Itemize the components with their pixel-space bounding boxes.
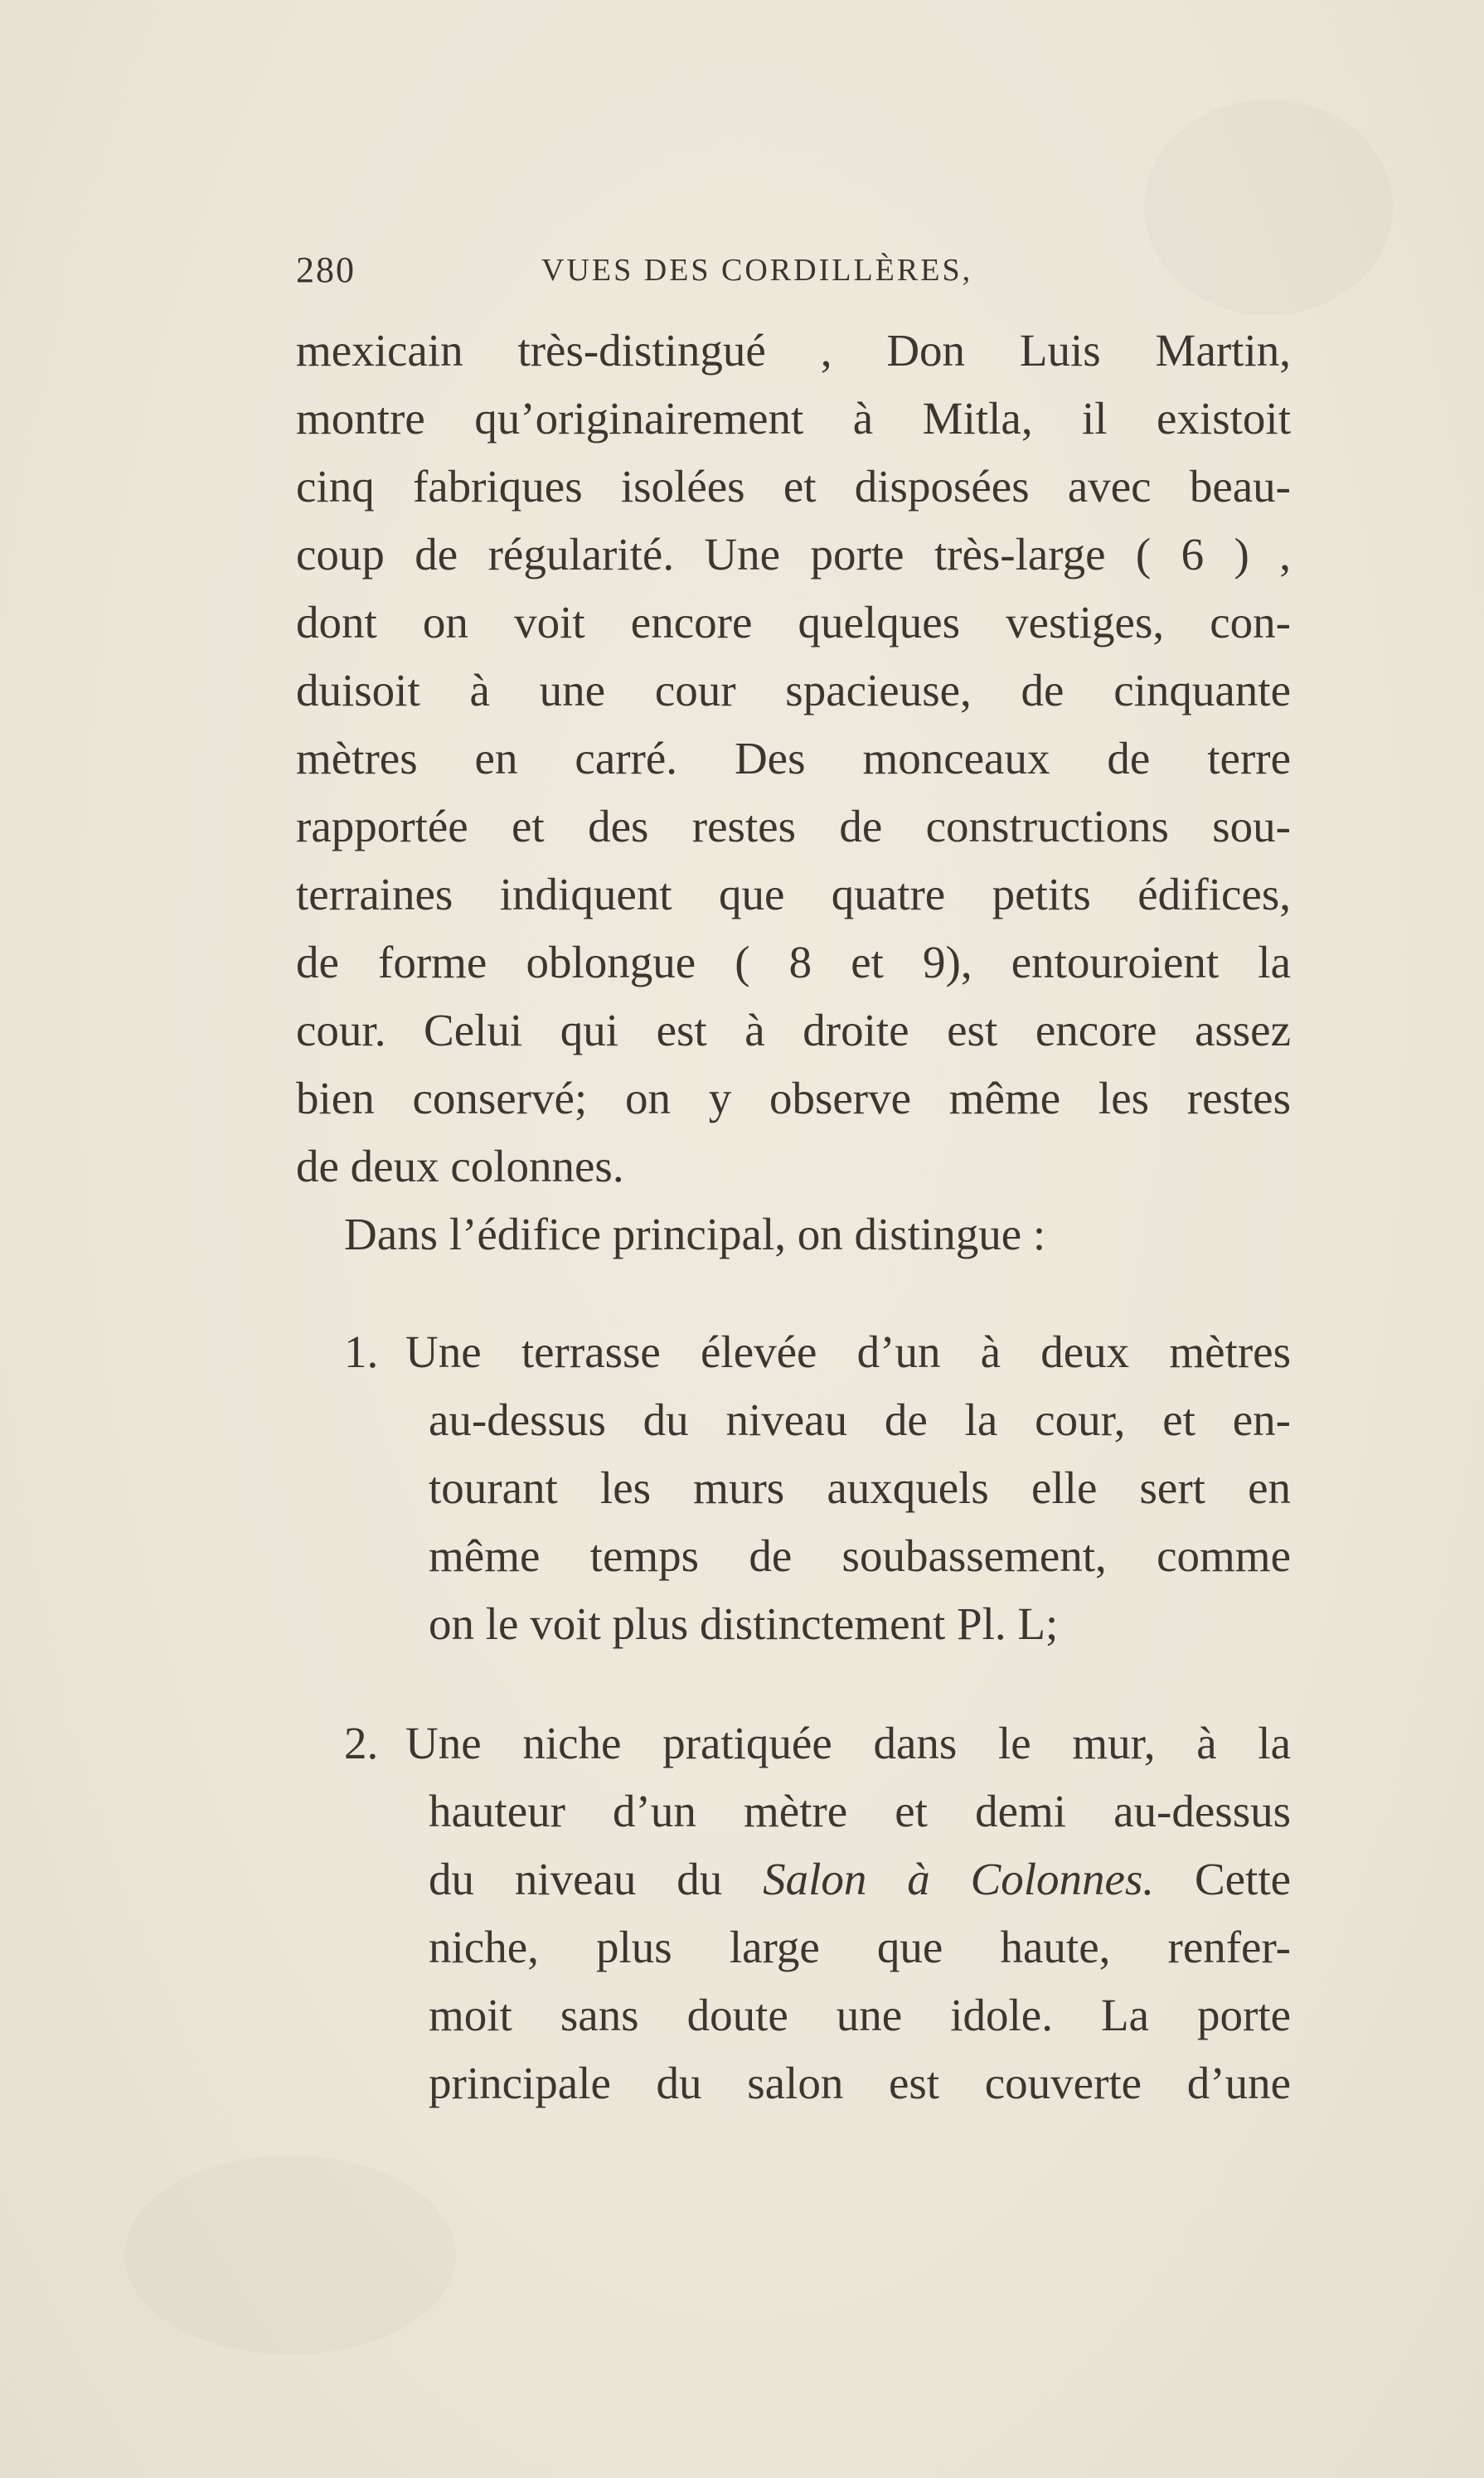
list-item-number: 2.: [344, 1718, 379, 1768]
text-line: terraines indiquent que quatre petits édifices,: [296, 869, 1291, 919]
text-line: duisoit à une cour spacieuse, de cinquante: [296, 665, 1291, 715]
paragraph-intro: Dans l’édifice principal, on distingue :: [344, 1209, 1046, 1259]
list-item-line: principale du salon est couverte d’une: [429, 2058, 1291, 2108]
italic-title: Salon à Colonnes.: [763, 1854, 1155, 1904]
list-item-line: niche, plus large que haute, renfer-: [429, 1922, 1291, 1972]
text-line: de deux colonnes.: [296, 1141, 624, 1191]
list-item-line: Une niche pratiquée dans le mur, à la: [405, 1718, 1291, 1768]
list-item-line-mixed: [429, 1845, 1291, 1913]
list-item-line: moit sans doute une idole. La porte: [429, 1990, 1291, 2040]
text-span: du niveau du: [429, 1854, 723, 1904]
text-line: de forme oblongue ( 8 et 9), entouroient la: [296, 937, 1291, 987]
running-head: [296, 249, 1365, 298]
list-item-number: 1.: [344, 1326, 379, 1377]
list-item-line: Une terrasse élevée d’un à deux mètres: [405, 1326, 1291, 1377]
text-line: bien conservé; on y observe même les restes: [296, 1073, 1291, 1123]
page-number: 280: [296, 250, 356, 290]
list-item-line: on le voit plus distinctement Pl. L;: [429, 1598, 1059, 1649]
text-span: Cette: [1194, 1854, 1292, 1904]
text-line: mètres en carré. Des monceaux de terre: [296, 733, 1291, 783]
list-item-line: même temps de soubassement, comme: [429, 1530, 1291, 1581]
list-item-line: tourant les murs auxquels elle sert en: [429, 1462, 1291, 1513]
list-item-line: hauteur d’un mètre et demi au-dessus: [429, 1786, 1291, 1836]
paper-stain: [124, 2156, 456, 2354]
text-line: coup de régularité. Une porte très-large ( 6 ) ,: [296, 529, 1291, 579]
running-title: VUES DES CORDILLÈRES,: [541, 253, 973, 288]
text-line: cour. Celui qui est à droite est encore assez: [296, 1005, 1291, 1055]
text-line: montre qu’originairement à Mitla, il existoit: [296, 393, 1291, 444]
list-item-line: au-dessus du niveau de la cour, et en-: [429, 1394, 1291, 1445]
text-line: mexicain très-distingué , Don Luis Martin,: [296, 325, 1291, 376]
text-line: rapportée et des restes de constructions sou-: [296, 801, 1291, 851]
text-line: dont on voit encore quelques vestiges, con-: [296, 597, 1291, 647]
text-line: cinq fabriques isolées et disposées avec beau-: [296, 461, 1291, 512]
